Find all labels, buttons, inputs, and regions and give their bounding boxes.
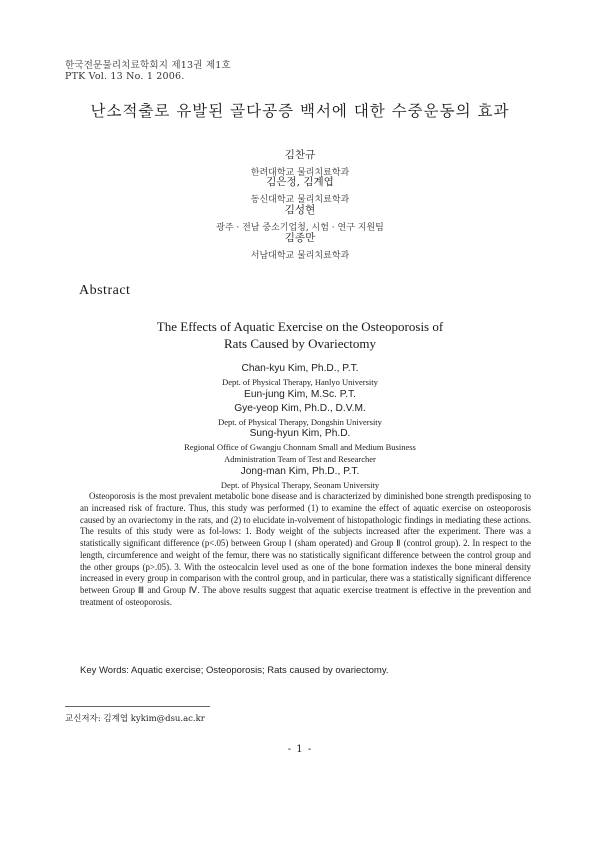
footnote-divider	[65, 706, 210, 707]
author-affiliation-english: Administration Team of Test and Researcher	[224, 454, 376, 464]
title-line-1: The Effects of Aquatic Exercise on the Osteoporosis of	[156, 319, 444, 334]
author-name-english: Sung-hyun Kim, Ph.D.	[249, 428, 351, 439]
author-name-korean: 김은정, 김계엽	[266, 176, 334, 188]
author-name-english: Chan-kyu Kim, Ph.D., P.T.	[241, 363, 359, 374]
author-block-korean-4	[0, 230, 600, 261]
paper-title-korean: 난소적출로 유발된 골다공증 백서에 대한 수중운동의 효과	[90, 102, 510, 120]
author-affiliation-english: Regional Office of Gwangju Chonnam Small and Medium Business	[184, 442, 416, 452]
author-affiliation-korean: 광주 · 전남 중소기업청, 시험 · 연구 지원팀	[216, 223, 384, 233]
journal-title-korean: 한국전문물리치료학회지 제13권 제1호	[65, 60, 231, 71]
corresponding-author-footnote: 교신저자: 김계엽 kykim@dsu.ac.kr	[65, 714, 205, 724]
abstract-body: Osteoporosis is the most prevalent metabolic bone disease and is characterized by diminished bone strength predisposing to an increased risk of fracture. Thus, this study was performed (1) to examine the effect of aquatic exercise on osteoporosis caused by an ovariectomy in the rats, and (2) to elucidate in-volvement of histopathologic findings in mediating these actions. The results of this study were as fol-lows: 1. Body weight of the subjects increased after the experiment. There was a statistically significant difference (p<.05) between Group Ⅰ (sham operated) and Group Ⅱ (control group). 2. In respect to the length, circumference and weight of the femur, there was no statistically significant difference between the control group and the other groups (p>.05). 3. With the osteocalcin level used as one of the bone formation indexes the bone mineral density increased in every group in comparison with the control group, and in particular, there was a statistically significant difference between Group Ⅲ and Group Ⅳ. The above results suggest that aquatic exercise treatment is effective in the prevention and treatment of osteoporosis.	[80, 491, 531, 607]
journal-volume-info: PTK Vol. 13 No. 1 2006.	[65, 71, 185, 82]
page-number: - 1 -	[287, 744, 313, 755]
author-affiliation-english: Dept. of Physical Therapy, Seonam University	[220, 480, 380, 490]
author-block-korean-3	[0, 202, 600, 233]
author-affiliation-english: Dept. of Physical Therapy, Hanlyo University	[222, 377, 378, 387]
author-affiliation-english: Dept. of Physical Therapy, Dongshin University	[218, 417, 382, 427]
paper-title-english	[0, 318, 600, 352]
keywords: Key Words: Aquatic exercise; Osteoporosis; Rats caused by ovariectomy.	[80, 665, 389, 676]
title-line-2: Rats Caused by Ovariectomy	[224, 336, 376, 351]
author-name-korean: 김종만	[284, 232, 316, 244]
author-affiliation-korean: 서남대학교 물리치료학과	[250, 251, 350, 261]
author-affiliation-korean: 한려대학교 물리치료학과	[250, 168, 350, 178]
author-name-english: Eun-jung Kim, M.Sc. P.T.	[244, 389, 356, 400]
author-affiliation-korean: 동신대학교 물리치료학과	[250, 195, 350, 205]
author-block-korean-2	[0, 174, 600, 205]
author-name-english: Jong-man Kim, Ph.D., P.T.	[240, 466, 360, 477]
author-name-korean: 김찬규	[284, 149, 316, 161]
author-name-korean: 김성현	[284, 204, 316, 216]
author-name-english: Gye-yeop Kim, Ph.D., D.V.M.	[234, 403, 366, 414]
abstract-heading: Abstract	[79, 283, 131, 298]
